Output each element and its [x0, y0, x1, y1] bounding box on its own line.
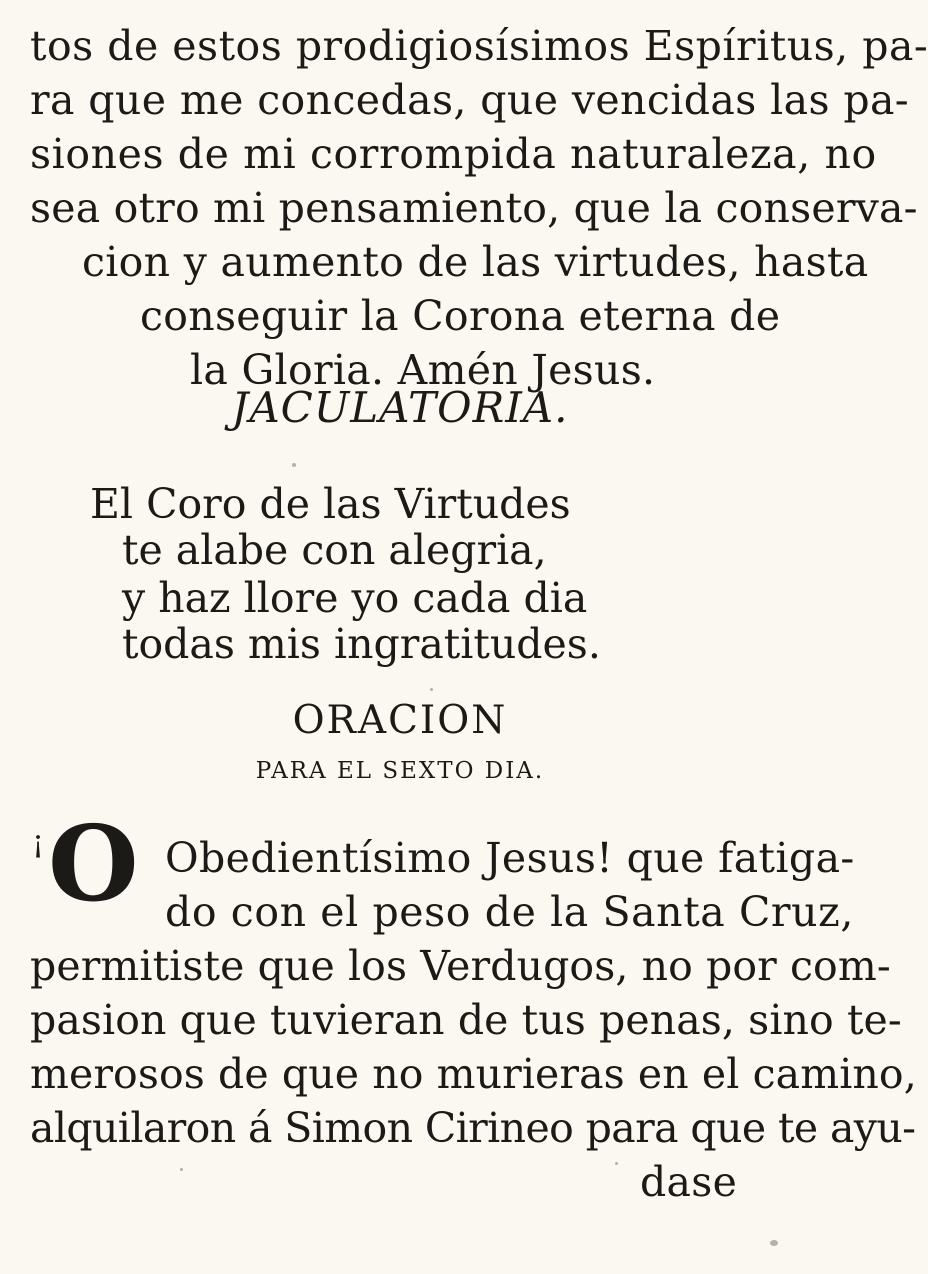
verse-line: todas mis ingratitudes. [122, 620, 601, 668]
paragraph-line: la Gloria. Amén Jesus. [190, 346, 656, 394]
paragraph-line: conseguir la Corona eterna de [140, 292, 781, 340]
oracion-subtitle: PARA EL SEXTO DIA. [255, 758, 545, 784]
prayer-line: merosos de que no murieras en el camino, [30, 1050, 917, 1098]
drop-cap-letter: O [48, 802, 139, 925]
prayer-line: pasion que tuvieran de tus penas, sino te- [30, 996, 902, 1044]
jaculatoria-heading: JACULATORIA. [231, 383, 569, 432]
paper-speck [292, 463, 296, 467]
paragraph-line: ra que me concedas, que vencidas las pa- [30, 76, 910, 124]
prayer-line: dase [640, 1158, 738, 1206]
paragraph-line: siones de mi corrompida naturaleza, no [30, 130, 877, 178]
exclamation-mark: ¡ [32, 825, 45, 860]
paper-speck [615, 1162, 618, 1165]
paper-speck [770, 1240, 778, 1246]
prayer-line: permitiste que los Verdugos, no por com- [30, 942, 891, 990]
paper-speck [180, 1168, 183, 1171]
oracion-title: ORACION [292, 698, 508, 743]
verse-line: te alabe con alegria, [122, 526, 547, 574]
verse-line: El Coro de las Virtudes [90, 480, 571, 528]
verse-line: y haz llore yo cada dia [122, 574, 588, 622]
prayer-line: alquilaron á Simon Cirineo para que te ayu- [30, 1104, 916, 1152]
paragraph-line: cion y aumento de las virtudes, hasta [82, 238, 869, 286]
paragraph-line: tos de estos prodigiosísimos Espíritus, pa- [30, 22, 928, 70]
paper-speck [430, 688, 433, 691]
paragraph-line: sea otro mi pensamiento, que la conserva- [30, 184, 918, 232]
prayer-line: Obedientísimo Jesus! que fatiga- [165, 834, 855, 882]
prayer-line: do con el peso de la Santa Cruz, [165, 888, 854, 936]
